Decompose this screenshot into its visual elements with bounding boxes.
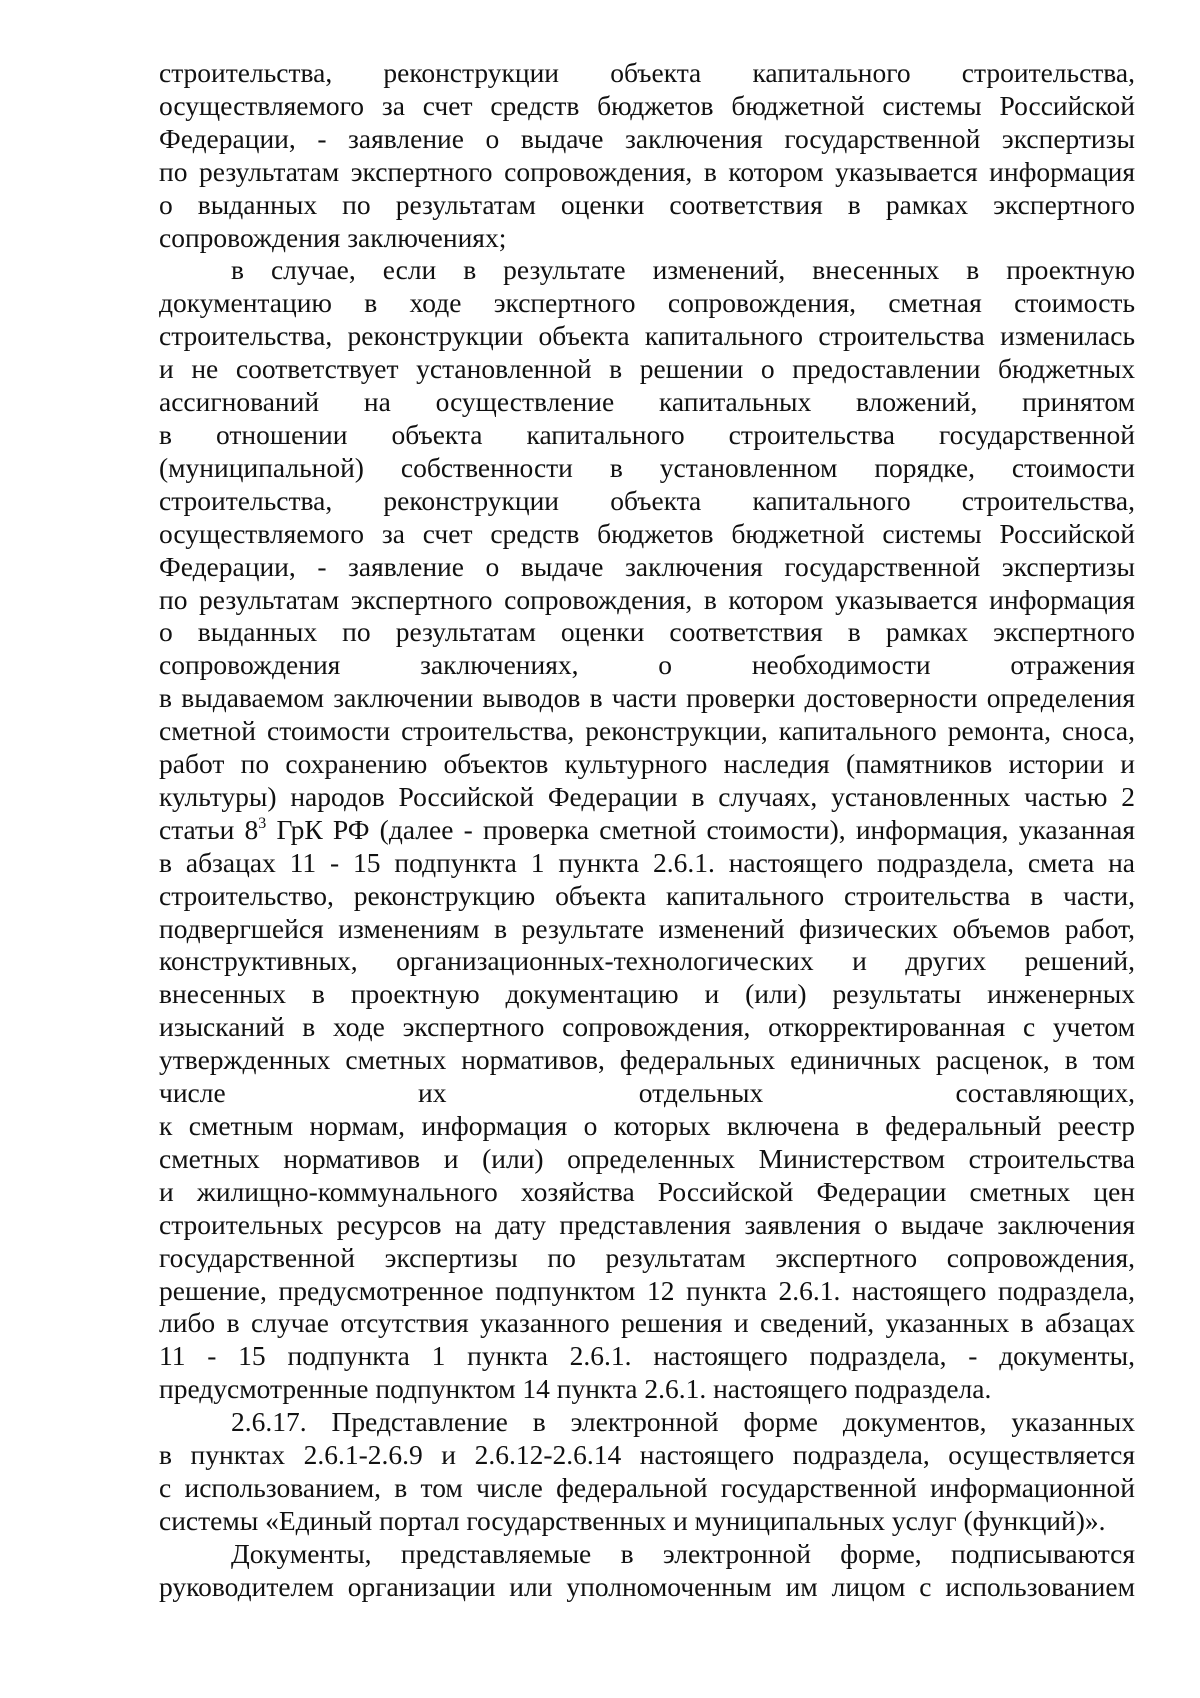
text-line-with-superscript bbox=[159, 814, 1135, 847]
text-line: системы «Единый портал государственных и муниципальных услуг (функций)». bbox=[159, 1504, 1106, 1536]
paragraph-3 bbox=[159, 1406, 1135, 1538]
text-line: в отношении объекта капитального строительства государственной bbox=[159, 418, 1135, 450]
text-line: строительства, реконструкции объекта капитального строительства, bbox=[159, 484, 1135, 516]
text-line: и жилищно-коммунального хозяйства Российской Федерации сметных цен bbox=[159, 1175, 1135, 1207]
text-line: Федерации, - заявление о выдаче заключения государственной экспертизы bbox=[159, 122, 1135, 154]
text-line: сопровождения заключениях, о необходимости отражения bbox=[159, 649, 1135, 681]
text-line: числе их отдельных составляющих, bbox=[159, 1077, 1135, 1109]
text-line: в выдаваемом заключении выводов в части проверки достоверности определения bbox=[159, 682, 1135, 714]
text-line-end: ГрК РФ (далее - проверка сметной стоимости), информация, указанная bbox=[266, 813, 1135, 845]
paragraph-1 bbox=[159, 57, 1135, 254]
text-line: конструктивных, организационных-технологических и других решений, bbox=[159, 945, 1135, 977]
text-line: либо в случае отсутствия указанного решения и сведений, указанных в абзацах bbox=[159, 1307, 1135, 1339]
text-line: культуры) народов Российской Федерации в случаях, установленных частью 2 bbox=[159, 780, 1135, 812]
text-line: строительных ресурсов на дату представления заявления о выдаче заключения bbox=[159, 1208, 1135, 1240]
text-line: 2.6.17. Представление в электронной форме документов, указанных bbox=[231, 1406, 1135, 1438]
text-line: о выданных по результатам оценки соответствия в рамках экспертного bbox=[159, 188, 1135, 220]
text-line: руководителем организации или уполномоченным им лицом с использованием bbox=[159, 1570, 1135, 1602]
text-line: подвергшейся изменениям в результате изменений физических объемов работ, bbox=[159, 912, 1135, 944]
text-line: строительство, реконструкцию объекта капитального строительства в части, bbox=[159, 879, 1135, 911]
text-line: осуществляемого за счет средств бюджетов бюджетной системы Российской bbox=[159, 517, 1135, 549]
text-line: сметных нормативов и (или) определенных Министерством строительства bbox=[159, 1142, 1135, 1174]
text-line: внесенных в проектную документацию и (или) результаты инженерных bbox=[159, 978, 1135, 1010]
text-line: по результатам экспертного сопровождения, в котором указывается информация bbox=[159, 583, 1135, 615]
text-line: по результатам экспертного сопровождения, в котором указывается информация bbox=[159, 155, 1135, 187]
text-line: строительства, реконструкции объекта капитального строительства изменилась bbox=[159, 320, 1135, 352]
superscript: 3 bbox=[258, 814, 267, 832]
text-line: в абзацах 11 - 15 подпункта 1 пункта 2.6.1. настоящего подраздела, смета на bbox=[159, 846, 1135, 878]
text-line: (муниципальной) собственности в установленном порядке, стоимости bbox=[159, 451, 1135, 483]
text-line: Федерации, - заявление о выдаче заключения государственной экспертизы bbox=[159, 550, 1135, 582]
text-line: сопровождения заключениях; bbox=[159, 221, 507, 253]
paragraph-2 bbox=[159, 254, 1135, 1406]
text-line: с использованием, в том числе федеральной государственной информационной bbox=[159, 1471, 1135, 1503]
text-line: документацию в ходе экспертного сопровождения, сметная стоимость bbox=[159, 287, 1135, 319]
text-line: предусмотренные подпунктом 14 пункта 2.6.1. настоящего подраздела. bbox=[159, 1373, 992, 1405]
text-line: государственной экспертизы по результатам экспертного сопровождения, bbox=[159, 1241, 1135, 1273]
text-line: осуществляемого за счет средств бюджетов бюджетной системы Российской bbox=[159, 89, 1135, 121]
document-body bbox=[159, 57, 1135, 1604]
text-line-start: статьи 8 bbox=[159, 813, 259, 845]
text-line: работ по сохранению объектов культурного наследия (памятников истории и bbox=[159, 748, 1135, 780]
text-line: в случае, если в результате изменений, внесенных в проектную bbox=[231, 254, 1135, 286]
text-line: Документы, представляемые в электронной форме, подписываются bbox=[231, 1537, 1135, 1569]
text-line: о выданных по результатам оценки соответствия в рамках экспертного bbox=[159, 616, 1135, 648]
text-line: ассигнований на осуществление капитальных вложений, принятом bbox=[159, 386, 1135, 418]
text-line: 11 - 15 подпункта 1 пункта 2.6.1. настоящего подраздела, - документы, bbox=[159, 1340, 1135, 1372]
text-line: строительства, реконструкции объекта капитального строительства, bbox=[159, 57, 1135, 88]
paragraph-4 bbox=[159, 1538, 1135, 1604]
text-line: и не соответствует установленной в решении о предоставлении бюджетных bbox=[159, 353, 1135, 385]
text-line: решение, предусмотренное подпунктом 12 пункта 2.6.1. настоящего подраздела, bbox=[159, 1274, 1135, 1306]
text-line: изысканий в ходе экспертного сопровождения, откорректированная с учетом bbox=[159, 1011, 1135, 1043]
text-line: в пунктах 2.6.1-2.6.9 и 2.6.12-2.6.14 настоящего подраздела, осуществляется bbox=[159, 1439, 1135, 1471]
text-line: утвержденных сметных нормативов, федеральных единичных расценок, в том bbox=[159, 1044, 1135, 1076]
text-line: к сметным нормам, информация о которых включена в федеральный реестр bbox=[159, 1110, 1135, 1141]
text-line: сметной стоимости строительства, реконструкции, капитального ремонта, сноса, bbox=[159, 715, 1135, 747]
